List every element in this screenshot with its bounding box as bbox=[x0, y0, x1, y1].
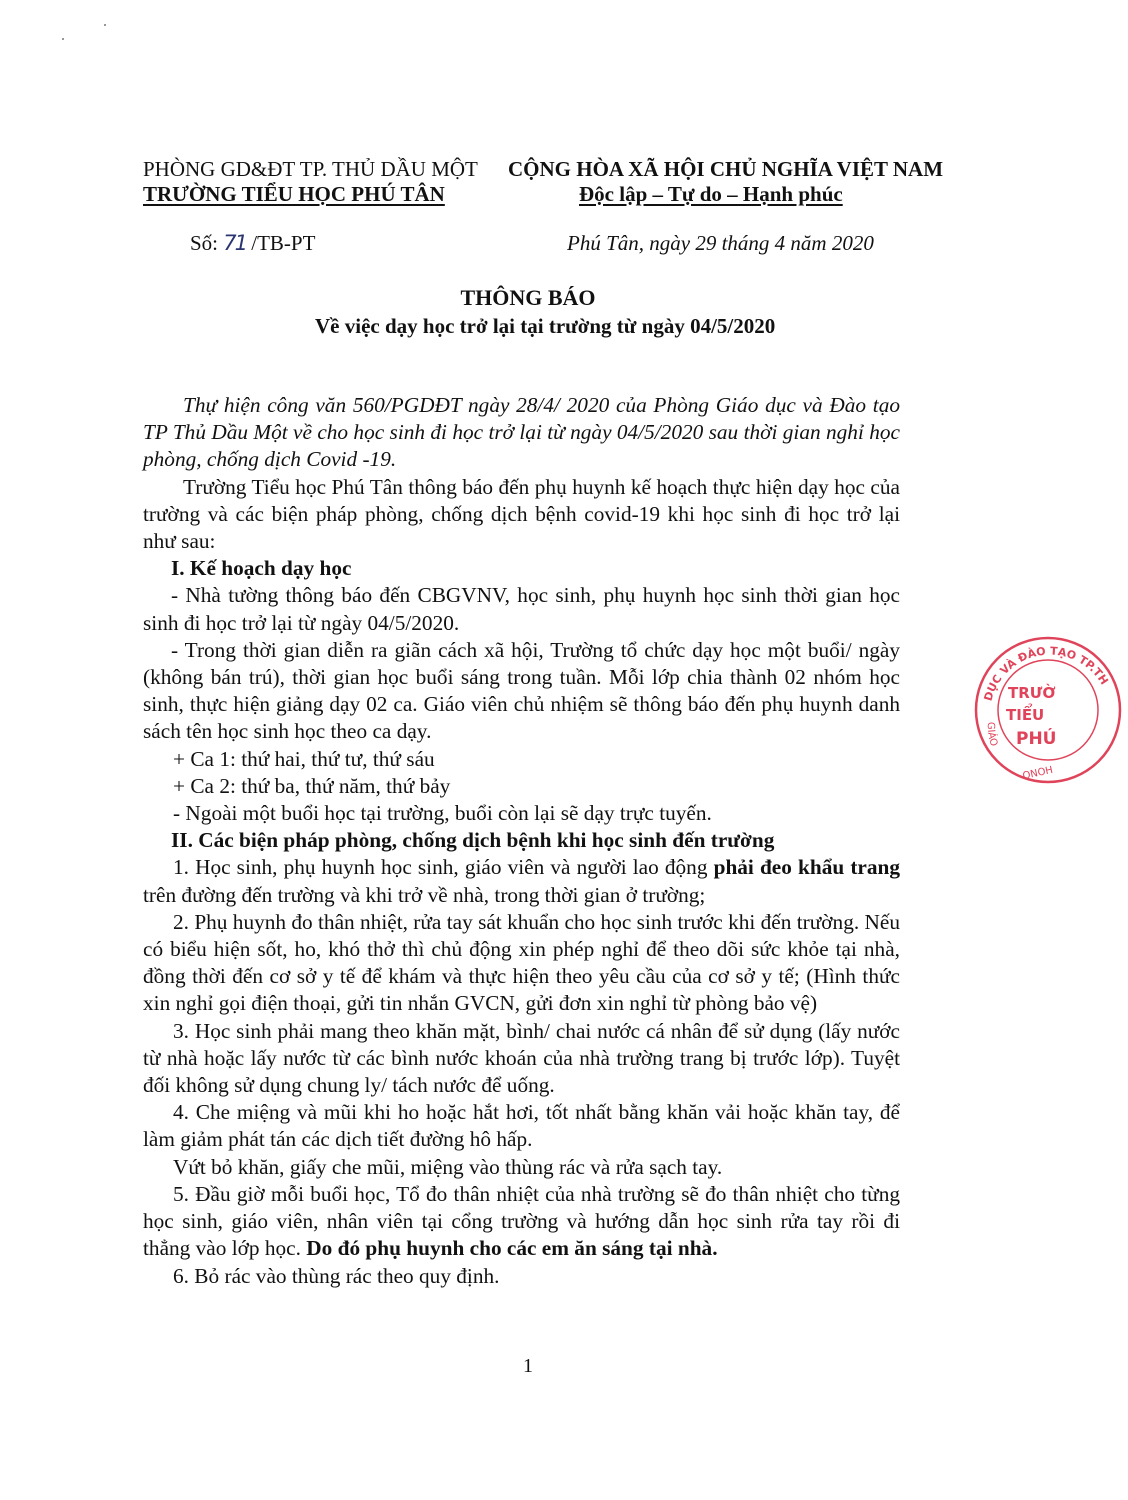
stamp-inner-line-2: TIỂU bbox=[1006, 706, 1045, 724]
official-stamp bbox=[968, 630, 1111, 790]
document-subtitle: Về việc dạy học trở lại tại trường từ ngày 04/5/2020 bbox=[315, 314, 776, 338]
national-motto: Độc lập – Tự do – Hạnh phúc bbox=[579, 182, 843, 206]
document-number-suffix: /TB-PT bbox=[251, 231, 316, 255]
intro-italic-paragraph: Thự hiện công văn 560/PGDĐT ngày 28/4/ 2020 của Phòng Giáo dục và Đào tạo TP Thủ Dầu Một về cho học sinh đi học trở lại từ ngày 04/5/2020 sau thời gian nghỉ học phòng, chống dịch Covid -19. bbox=[143, 393, 900, 472]
section-1-shift-1: + Ca 1: thứ hai, thứ tư, thứ sáu bbox=[173, 746, 435, 771]
school-name: TRƯỜNG TIỂU HỌC PHÚ TÂN bbox=[143, 182, 445, 206]
section-1-paragraph-2: - Trong thời gian diễn ra giãn cách xã hội, Trường tổ chức dạy học một buổi/ ngày (không bán trú), thời gian học buổi sáng trong tuần. Mỗi lớp chia thành 02 nhóm học sinh, thực hiện giảng dạy 02 ca. Giáo viên chủ nhiệm sẽ thông báo đến phụ huynh danh sách tên học sinh học theo ca dạy. bbox=[143, 637, 900, 744]
section-1-shift-2: + Ca 2: thứ ba, thứ năm, thứ bảy bbox=[173, 773, 451, 798]
document-title: THÔNG BÁO bbox=[460, 285, 596, 310]
section-2-item-6: 6. Bỏ rác vào thùng rác theo quy định. bbox=[173, 1263, 500, 1288]
document-number bbox=[190, 230, 315, 256]
intro-paragraph: Trường Tiểu học Phú Tân thông báo đến phụ huynh kế hoạch thực hiện dạy học của trường và các biện pháp phòng, chống dịch bệnh covid-19 khi học sinh đi học trở lại như sau: bbox=[143, 474, 900, 554]
document-number-prefix: Số: bbox=[190, 231, 219, 255]
section-2-item-4-note: Vứt bỏ khăn, giấy che mũi, miệng vào thùng rác và rửa sạch tay. bbox=[173, 1154, 723, 1179]
stamp-bottom-text: GIÁO bbox=[984, 721, 1000, 748]
stamp-arc-text: DỤC VÀ ĐÀO TẠO TP.TH bbox=[981, 644, 1111, 703]
section-2-title: II. Các biện pháp phòng, chống dịch bệnh khi học sinh đến trường bbox=[171, 828, 775, 853]
document-body bbox=[143, 392, 900, 1290]
date-place: Phú Tân, ngày 29 tháng 4 năm 2020 bbox=[567, 231, 874, 255]
section-2-item-5: 5. Đầu giờ mỗi buổi học, Tổ đo thân nhiệt của nhà trường sẽ đo thân nhiệt cho từng học sinh, giáo viên, nhân viên tại cổng trường và hướng dẫn học sinh rửa tay rồi đi thẳng vào lớp học. Do đó phụ huynh cho các em ăn sáng tại nhà. bbox=[143, 1181, 900, 1261]
page-number: 1 bbox=[523, 1355, 533, 1377]
section-2-item-3: 3. Học sinh phải mang theo khăn mặt, bình/ chai nước cá nhân để sử dụng (lấy nước từ nhà hoặc lấy nước từ các bình nước khoán của nhà trường trang bị trước lớp). Tuyệt đối không sử dụng chung ly/ tách nước để uống. bbox=[143, 1018, 900, 1098]
section-2-item-1: 1. Học sinh, phụ huynh học sinh, giáo viên và người lao động phải đeo khẩu trang trên đường đến trường và khi trở về nhà, trong thời gian ở trường; bbox=[143, 855, 901, 907]
department-name: PHÒNG GD&ĐT TP. THỦ DẦU MỘT bbox=[143, 157, 478, 181]
document-number-handwritten: 71 bbox=[223, 231, 246, 255]
scan-dust bbox=[62, 38, 64, 40]
stamp-bottom-right-text: ONOH bbox=[1021, 764, 1055, 783]
scan-dust bbox=[104, 24, 106, 26]
section-2-item-2: 2. Phụ huynh đo thân nhiệt, rửa tay sát khuẩn cho học sinh trước khi đến trường. Nếu có biểu hiện sốt, ho, khó thở thì chủ động xin phép nghỉ để theo dõi sức khỏe tại nhà, đồng thời đến cơ sở y tế để khám và thực hiện theo yêu cầu của cơ sở y tế; (Hình thức xin nghỉ gọi điện thoại, gửi tin nhắn GVCN, gửi đơn xin nghỉ từ phòng bảo vệ) bbox=[143, 909, 900, 1016]
section-2-item-4: 4. Che miệng và mũi khi ho hoặc hắt hơi, tốt nhất bằng khăn vải hoặc khăn tay, để làm giảm phát tán các dịch tiết đường hô hấp. bbox=[143, 1100, 900, 1152]
national-title: CỘNG HÒA XÃ HỘI CHỦ NGHĨA VIỆT NAM bbox=[508, 157, 944, 181]
section-1-paragraph-1: - Nhà tường thông báo đến CBGVNV, học sinh, phụ huynh học sinh thời gian học sinh đi học trở lại từ ngày 04/5/2020. bbox=[143, 583, 900, 635]
section-1-paragraph-3: - Ngoài một buổi học tại trường, buổi còn lại sẽ dạy trực tuyến. bbox=[173, 801, 712, 826]
section-1-title: I. Kế hoạch dạy học bbox=[171, 556, 352, 581]
stamp-inner-line-1: TRƯỜ bbox=[1008, 684, 1056, 702]
stamp-inner-line-3: PHÚ bbox=[1016, 729, 1057, 749]
stamp-seal-icon bbox=[968, 630, 1128, 790]
